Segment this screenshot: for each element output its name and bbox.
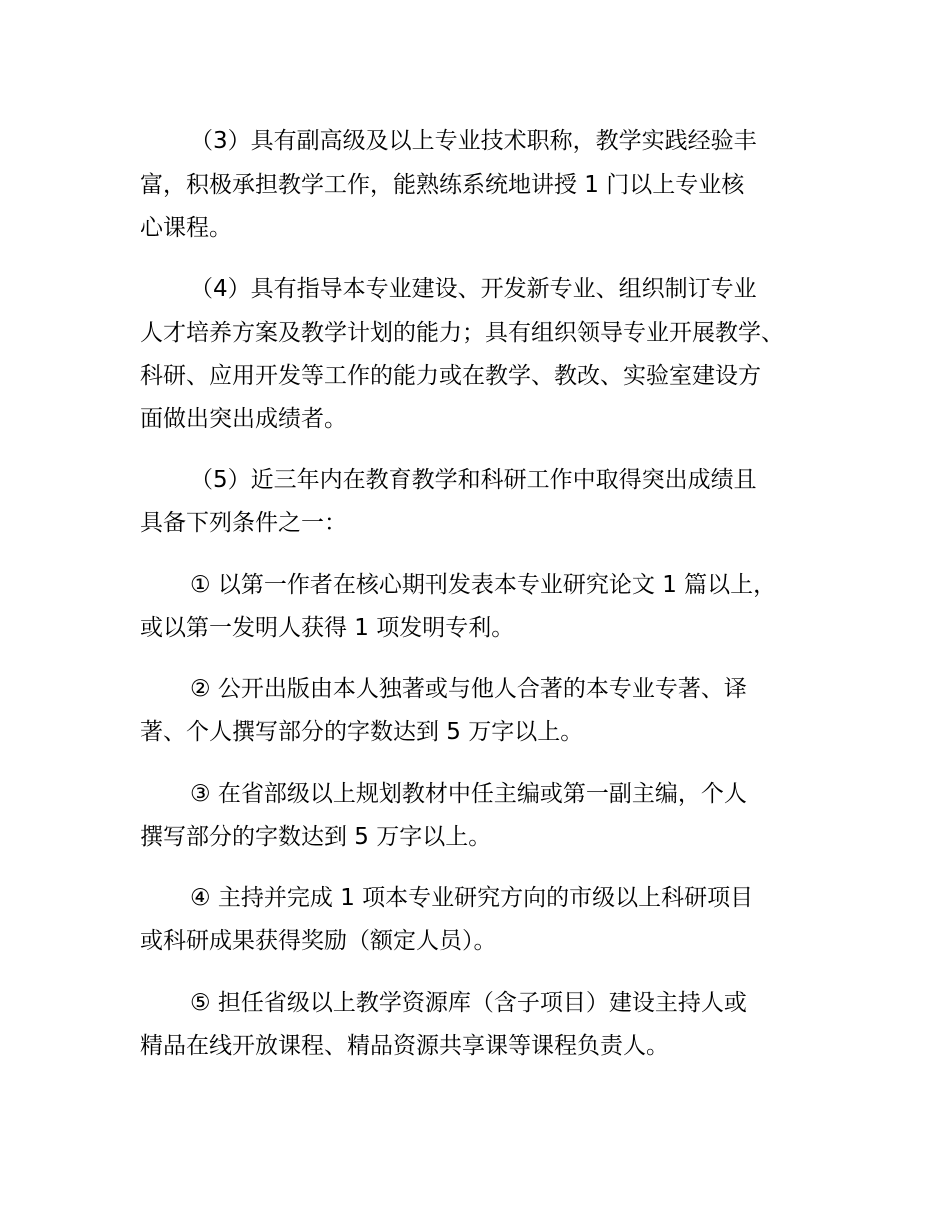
paragraph-line: ③ 在省部级以上规划教材中任主编或第一副主编，个人 (190, 781, 747, 807)
paragraph-line: 精品在线开放课程、精品资源共享课等课程负责人。 (140, 1033, 669, 1059)
paragraph-line: 或科研成果获得奖励（额定人员）。 (140, 928, 497, 954)
paragraph-line: （4）具有指导本专业建设、开发新专业、组织制订专业 (190, 276, 757, 302)
paragraph-line: ⑤ 担任省级以上教学资源库（含子项目）建设主持人或 (190, 990, 747, 1016)
paragraph-line: 著、个人撰写部分的字数达到 5 万字以上。 (140, 719, 584, 745)
paragraph-line: ① 以第一作者在核心期刊发表本专业研究论文 1 篇以上， (190, 572, 777, 598)
paragraph-line: ④ 主持并完成 1 项本专业研究方向的市级以上科研项目 (190, 885, 754, 911)
paragraph-line: 富，积极承担教学工作，能熟练系统地讲授 1 门以上专业核 (140, 172, 745, 198)
paragraph-line: 科研、应用开发等工作的能力或在教学、教改、实验室建设方 (140, 363, 761, 389)
paragraph-line: ② 公开出版由本人独著或与他人合著的本专业专著、译 (190, 676, 747, 702)
paragraph-line: 撰写部分的字数达到 5 万字以上。 (140, 824, 492, 850)
paragraph-line: 人才培养方案及教学计划的能力；具有组织领导专业开展教学、 (140, 320, 784, 346)
paragraph-line: （5）近三年内在教育教学和科研工作中取得突出成绩且 (190, 467, 757, 493)
paragraph-line: （3）具有副高级及以上专业技术职称，教学实践经验丰 (190, 128, 757, 154)
paragraph-line: 面做出突出成绩者。 (140, 406, 347, 432)
paragraph-line: 心课程。 (140, 215, 232, 241)
paragraph-line: 具备下列条件之一： (140, 510, 347, 536)
paragraph-line: 或以第一发明人获得 1 项发明专利。 (140, 615, 515, 641)
